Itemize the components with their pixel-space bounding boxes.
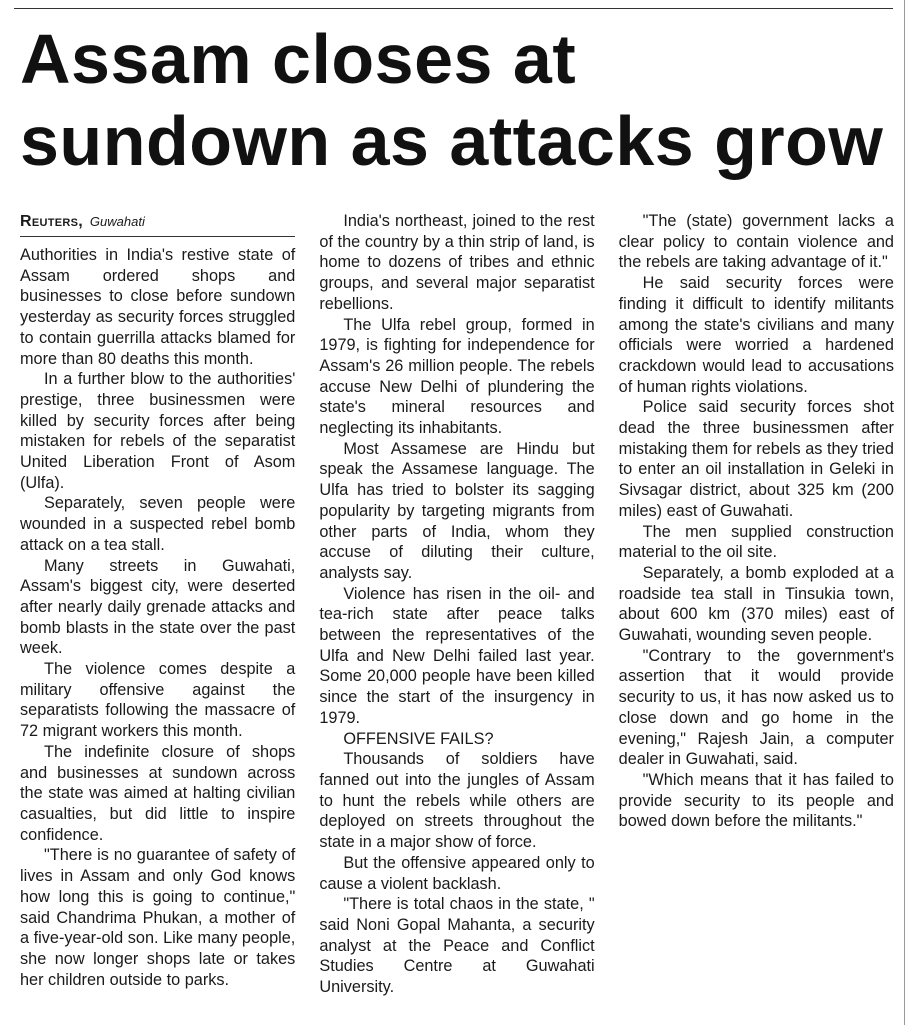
paragraph: "There is no guarantee of safety of lives in Assam and only God knows how long this is going to continue," said Chandrima Phukan, a mother of a five-year-old son. Like many people, she now longer shops late or takes her children outside to parks. xyxy=(20,846,296,989)
paragraph: The men supplied construction material to the oil site. xyxy=(618,522,894,562)
paragraph: India's northeast, joined to the rest of the country by a thin strip of land, is home to dozens of tribes and ethnic groups, and several major separatist rebellions. xyxy=(319,212,595,313)
byline xyxy=(20,211,295,237)
paragraph: "The (state) government lacks a clear policy to contain violence and the rebels are taking advantage of it." xyxy=(618,212,894,272)
article-body xyxy=(20,211,894,1021)
right-edge-rule xyxy=(904,0,905,1025)
top-rule xyxy=(14,8,893,9)
paragraph: In a further blow to the authorities' prestige, three businessmen were killed by security forces after being mistaken for rebels of the separatist United Liberation Front of Asom (Ulfa). xyxy=(20,370,296,492)
paragraph: He said security forces were finding it difficult to identify militants among the state's civilians and many officials were worried a hardened crackdown would lead to accusations of human rights violations. xyxy=(618,274,894,396)
headline: Assam closes at sundown as attacks grow xyxy=(20,20,884,180)
paragraph: But the offensive appeared only to cause a violent backlash. xyxy=(319,853,595,893)
subheading: OFFENSIVE FAILS? xyxy=(343,729,494,748)
paragraph: The indefinite closure of shops and businesses at sundown across the state was aimed at halting civilian casualties, but did little to inspire confidence. xyxy=(20,742,296,844)
paragraph: "Contrary to the government's assertion that it would provide security to us, it has now asked us to close down and go home in the evening," Rajesh Jain, a computer dealer in Guwahati, said. xyxy=(618,646,894,769)
byline-dateline: Guwahati xyxy=(89,214,145,229)
byline-agency: Reuters, xyxy=(20,213,84,230)
paragraph: Separately, seven people were wounded in a suspected rebel bomb attack on a tea stall. xyxy=(20,494,296,554)
paragraph: Most Assamese are Hindu but speak the Assamese language. The Ulfa has tried to bolster its sagging popularity by targeting migrants from other parts of India, whom they accuse of diluting their culture, analysts say. xyxy=(319,439,595,582)
paragraph: Authorities in India's restive state of Assam ordered shops and businesses to close before sundown yesterday as security forces struggled to contain guerrilla attacks blamed for more than 80 deaths this month. xyxy=(20,246,296,368)
paragraph: Thousands of soldiers have fanned out into the jungles of Assam to hunt the rebels while others are deployed on streets throughout the state in a major show of force. xyxy=(319,750,595,852)
paragraph: The violence comes despite a military offensive against the separatists following the massacre of 72 migrant workers this month. xyxy=(20,660,296,741)
paragraph: "There is total chaos in the state, " said Noni Gopal Mahanta, a security analyst at the Peace and Conflict Studies Centre at Guwahati University. xyxy=(319,895,595,997)
paragraph: Separately, a bomb exploded at a roadside tea stall in Tinsukia town, about 600 km (370 miles) east of Guwahati, wounding seven people. xyxy=(618,563,894,645)
paragraph: Many streets in Guwahati, Assam's biggest city, were deserted after nearly daily grenade attacks and bomb blasts in the state over the past week. xyxy=(20,556,296,658)
paragraph: Violence has risen in the oil- and tea-rich state after peace talks between the representatives of the Ulfa and New Delhi failed last year. Some 20,000 people have been killed since the start of the insurgency in 1979. xyxy=(319,584,595,727)
paragraph: Police said security forces shot dead the three businessmen after mistaking them for rebels as they tried to enter an oil installation in Geleki in Sivsagar district, about 325 km (200 miles) east of Guwahati. xyxy=(618,398,894,520)
paragraph: "Which means that it has failed to provide security to its people and bowed down before the militants." xyxy=(618,770,894,831)
paragraph: The Ulfa rebel group, formed in 1979, is fighting for independence for Assam's 26 million people. The rebels accuse New Delhi of plundering the state's mineral resources and neglecting its inhabitants. xyxy=(319,315,595,438)
